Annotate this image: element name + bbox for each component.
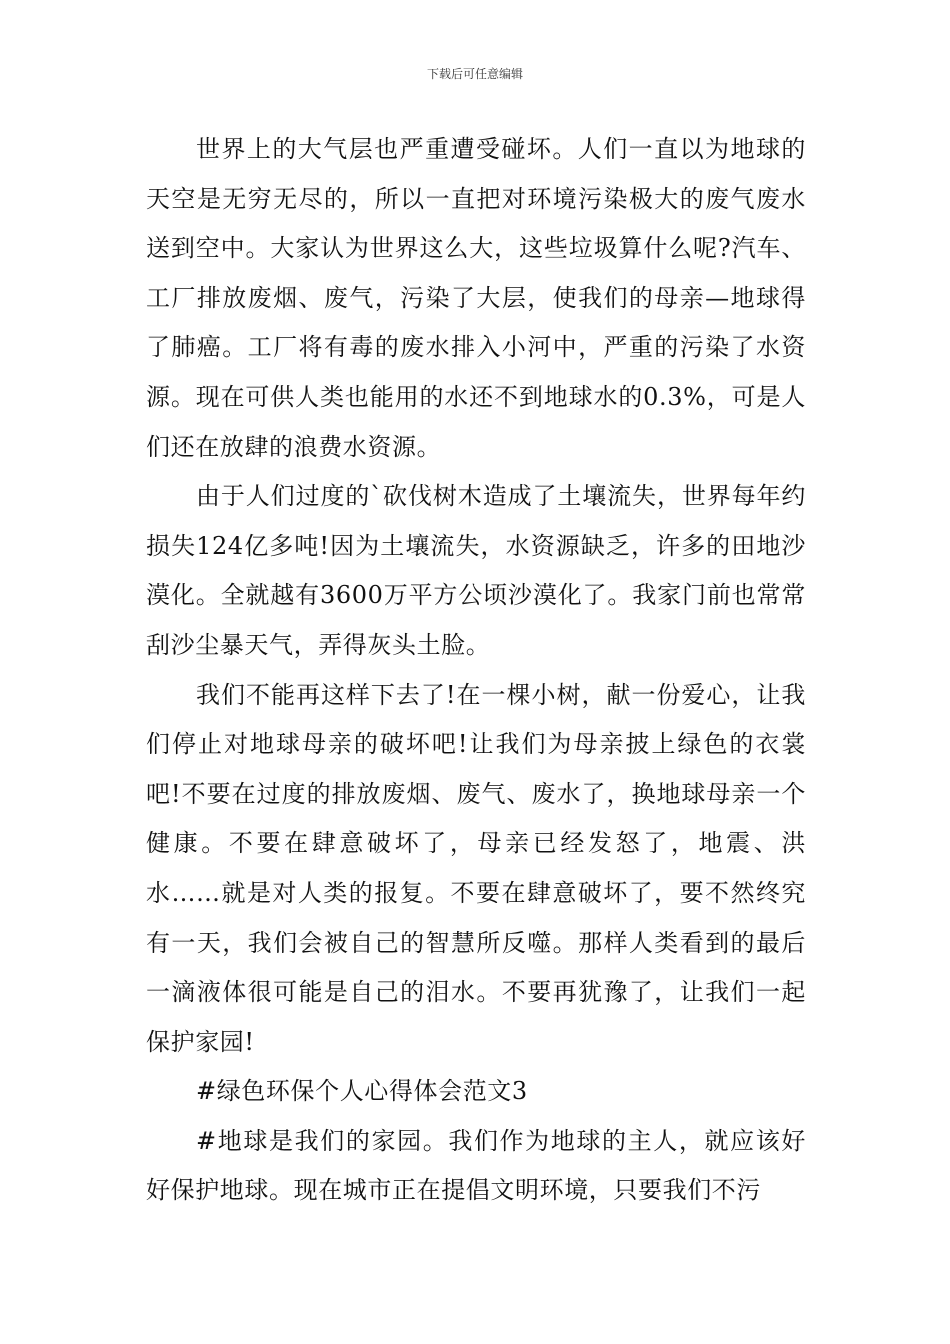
paragraph-atmosphere: 世界上的大气层也严重遭受碰坏。人们一直以为地球的天空是无穷无尽的，所以一直把对环境污染极大的废气废水送到空中。大家认为世界这么大，这些垃圾算什么呢?汽车、工厂排放废烟、废气，污染了大层，使我们的母亲—地球得了肺癌。工厂将有毒的废水排入小河中，严重的污染了水资源。现在可供人类也能用的水还不到地球水的0.3%，可是人们还在放肆的浪费水资源。	[146, 135, 806, 461]
page-header: 下载后可任意编辑	[426, 67, 523, 81]
paragraph-protect-home: 我们不能再这样下去了!在一棵小树，献一份爱心，让我们停止对地球母亲的破坏吧!让我们为母亲披上绿色的衣裳吧!不要在过度的排放废烟、废气、废水了，换地球母亲一个健康。不要在肆意破坏了，母亲已经发怒了，地震、洪水……就是对人类的报复。不要在肆意破坏了，要不然终究有一天，我们会被自己的智慧所反噬。那样人类看到的最后一滴液体很可能是自己的泪水。不要再犹豫了，让我们一起保护家园!	[146, 680, 806, 1056]
document-body	[146, 125, 806, 1216]
paragraph-soil-erosion: 由于人们过度的`砍伐树木造成了土壤流失，世界每年约损失124亿多吨!因为土壤流失，水资源缺乏，许多的田地沙漠化。全就越有3600万平方公顷沙漠化了。我家门前也常常刮沙尘暴天气，弄得灰头土脸。	[146, 482, 806, 659]
paragraph-earth-home: #地球是我们的家园。我们作为地球的主人，就应该好好保护地球。现在城市正在提倡文明环境，只要我们不污	[146, 1126, 806, 1205]
section-heading: #绿色环保个人心得体会范文3	[196, 1077, 528, 1106]
